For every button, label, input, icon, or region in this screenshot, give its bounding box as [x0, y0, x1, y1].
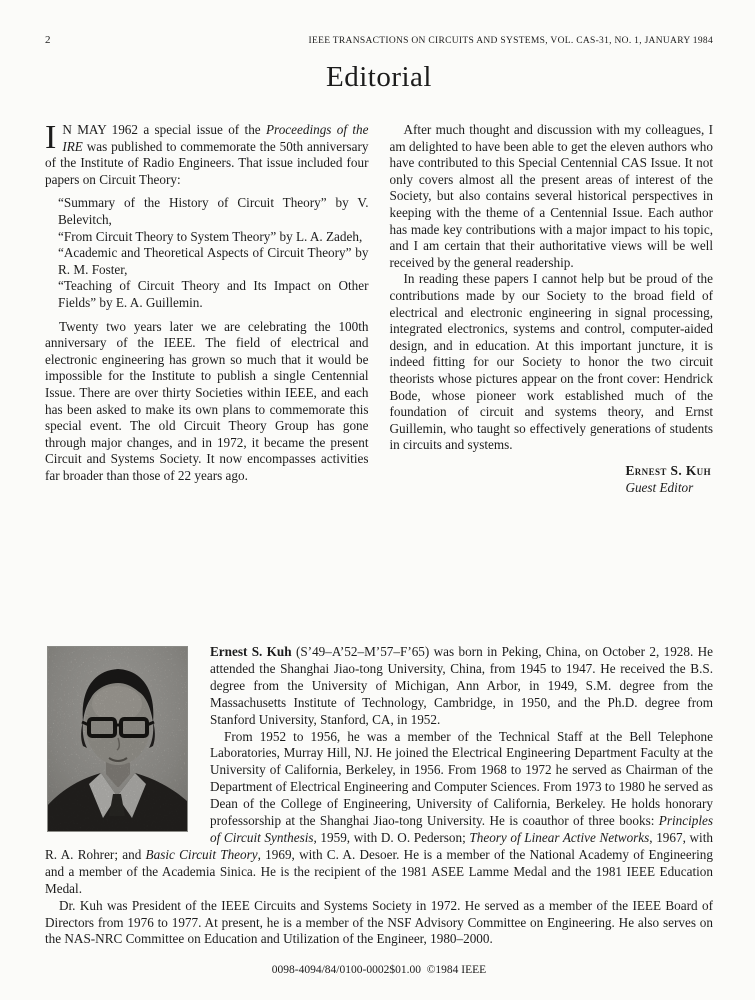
biography-section — [45, 644, 713, 948]
editorial-body — [45, 119, 713, 644]
running-head — [45, 34, 713, 46]
bio-book-title-1: Principles of Circuit Synthesis — [210, 813, 713, 845]
bio-p2-text: From 1952 to 1956, he was a member of the Technical Staff at the Bell Telephone Laboratories, Murray Hill, NJ. He joined the Electrical Engineering Department Faculty at the University of California, Berkeley, in 1956. From 1968 to 1972 he served as Chairman of the Department of Electrical Engineering and Computer Sciences. From 1973 to 1980 he served as Dean of the College of Engineering, University of California, Berkeley. He holds honorary professorship at the Shanghai Jiao-tong University. He is coauthor of three books: — [210, 728, 713, 829]
bio-p2-text: , 1959, with D. O. Pederson; — [313, 829, 470, 845]
drop-cap: I — [45, 119, 57, 156]
bio-p2-text: , 1969, with C. A. Desoer. He is a member of the National Academy of Engineering and a member of the Academia Sinica. He is the recipient of the 1981 ASEE Lamme Medal and the 1981 IEEE Education Medal. — [45, 846, 713, 896]
bio-paragraph-1-text: (S’49–A’52–M’57–F’65) was born in Peking, China, on October 2, 1928. He attended the Shanghai Jiao-tong University, China, from 1945 to 1947. He received the B.S. degree from the University of Michigan, Ann Arbor, in 1949, S.M. degree from the Massachusetts Institute of Technology, Cambridge, in 1950, and the Ph.D. degree from Stanford University, Stanford, CA, in 1952. — [210, 644, 713, 727]
paper-list-item: “Teaching of Circuit Theory and Its Impact on Other Fields” by E. A. Guillemin. — [58, 278, 369, 310]
bio-book-title-2: Theory of Linear Active Networks — [469, 829, 650, 845]
right-column — [390, 122, 714, 644]
left-paragraph-2: Twenty two years later we are celebrating the 100th anniversary of the IEEE. The field of electrical and electronic engineering has grown so much that it would be impossible for the Institute to publish a single Centennial Issue. There are over thirty Societies within IEEE, and each has been asked to make its own plans to commemorate this special event. The old Circuit Theory Group has gone through major changes, and in 1972, it became the present Circuit and Systems Society. It now encompasses activities far broader than those of 22 years ago. — [45, 318, 369, 483]
intro-italic-title: Proceedings of the IRE — [62, 122, 369, 154]
signature-block — [625, 462, 711, 496]
guest-editor-name: Ernest S. Kuh — [625, 462, 711, 478]
bio-name-bold: Ernest S. Kuh — [210, 644, 292, 659]
bio-book-title-3: Basic Circuit Theory — [145, 846, 258, 862]
intro-text-post: was published to commemorate the 50th anniversary of the Institute of Radio Engineers. That issue included four papers on Circuit Theory: — [45, 138, 369, 187]
portrait-photo-graphic — [47, 646, 188, 832]
right-paragraph-2: In reading these papers I cannot help but be proud of the contributions made by our Society to the broad field of electrical and electronic engineering in signal processing, integrated electronics, systems and control, computer-aided design, and in education. At this important juncture, it is indeed fitting for our Society to honor the two circuit theorists whose pictures appear on the front cover: Hendrick Bode, whose pioneer work established much of the foundation of circuit and systems theory, and Ernst Guillemin, who taught so effectively generations of students in circuits and systems. — [389, 271, 713, 453]
right-paragraph-1: After much thought and discussion with my colleagues, I am delighted to have been able to get the eleven authors who have contributed to this Special Centennial CAS Issue. It not only covers almost all the present areas of interest of the Society, but also contains several historical perspectives in keeping with the theme of a Centennial Issue. Each author has made key contributions with a major impact to his topic, and I am certain that their authoritative views will be well received by the general readership. — [389, 122, 713, 270]
page-number: 2 — [45, 34, 51, 46]
intro-text-pre: N MAY 1962 a special issue of the — [62, 122, 266, 137]
paper-list-item: “From Circuit Theory to System Theory” by L. A. Zadeh, — [58, 228, 363, 244]
article-title: Editorial — [326, 61, 432, 93]
left-column — [45, 119, 369, 644]
portrait-photo — [47, 646, 188, 832]
bio-paragraph-3: Dr. Kuh was President of the IEEE Circuits and Systems Society in 1972. He served as a member of the IEEE Board of Directors from 1976 to 1977. At present, he is a member of the NSF Advisory Committee on Engineering. He also serves on the NAS-NRC Committee on Education and Utilization of the Engineer, 1980–2000. — [45, 897, 713, 947]
paper-list-item: “Summary of the History of Circuit Theory” by V. Belevitch, — [58, 195, 369, 227]
paper-list-item: “Academic and Theoretical Aspects of Circuit Theory” by R. M. Foster, — [58, 245, 369, 277]
bio-p2-text: , 1967, with R. A. Rohrer; and — [45, 829, 713, 862]
copyright-line: 0098-4094/84/0100-0002$01.00 ©1984 IEEE — [271, 964, 487, 977]
paper-list — [58, 195, 369, 311]
intro-paragraph — [45, 119, 369, 188]
guest-editor-role: Guest Editor — [625, 479, 694, 495]
journal-header: IEEE TRANSACTIONS ON CIRCUITS AND SYSTEMS, VOL. CAS-31, NO. 1, JANUARY 1984 — [308, 36, 713, 46]
